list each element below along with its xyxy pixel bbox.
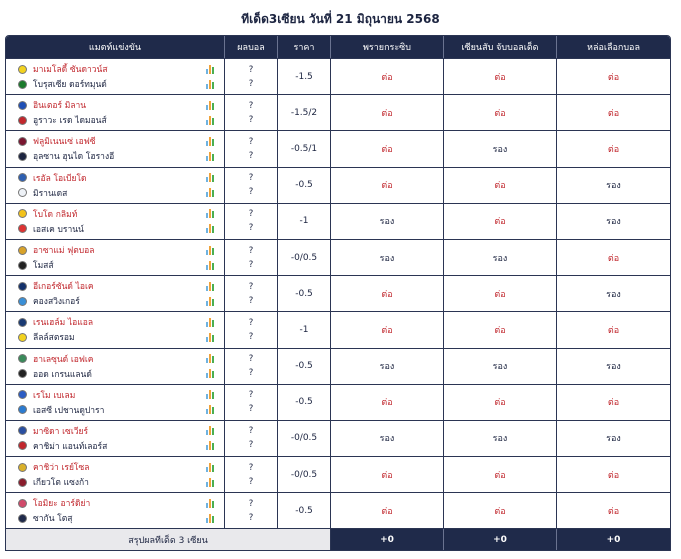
team-name: เอสซี เปชานดูปารา (33, 405, 105, 416)
team-name: มิรานเดส (33, 188, 68, 199)
team-logo-icon (18, 261, 27, 270)
away-score: ? (248, 223, 254, 234)
table-footer (6, 528, 670, 550)
table-row (6, 311, 670, 347)
home-team[interactable] (18, 423, 214, 438)
away-score: ? (248, 150, 254, 161)
table-row (6, 275, 670, 311)
page-title: ทีเด็ด3เซียน วันที่ 21 มิถุนายน 2568 (241, 12, 440, 26)
stats-chart-icon[interactable] (206, 246, 214, 255)
expert-3-pick: ต่อ (607, 144, 620, 155)
expert-1-pick: ต่อ (331, 457, 444, 492)
home-team[interactable] (18, 315, 214, 330)
team-name: อินเตอร์ มิลาน (33, 101, 87, 112)
team-logo-icon (18, 499, 27, 508)
price-cell: -1.5 (278, 59, 331, 94)
team-logo-icon (18, 441, 27, 450)
expert-3-pick: รอง (606, 181, 621, 192)
away-score: ? (248, 404, 254, 415)
team-logo-icon (18, 333, 27, 342)
home-team[interactable] (18, 460, 214, 475)
match-cell (6, 59, 225, 94)
team-name: เรนเฮล์ม ไอแอล (33, 318, 94, 329)
table-row (6, 167, 670, 203)
stats-chart-icon[interactable] (206, 116, 214, 125)
team-logo-icon (18, 297, 27, 306)
team-name: โบรุสเซีย ดอร์ทมุนด์ (33, 80, 107, 91)
stats-chart-icon[interactable] (206, 405, 214, 414)
header-expert-1: พรายกระซิบ (331, 36, 444, 58)
stats-chart-icon[interactable] (206, 282, 214, 291)
home-score: ? (248, 64, 254, 75)
table-row (6, 94, 670, 130)
stats-chart-icon[interactable] (206, 152, 214, 161)
home-score: ? (248, 100, 254, 111)
price-cell: -0.5 (278, 349, 331, 384)
expert-2-pick: รอง (444, 240, 557, 275)
home-score: ? (248, 498, 254, 509)
table-row (6, 239, 670, 275)
price-cell: -1 (278, 312, 331, 347)
stats-chart-icon[interactable] (206, 390, 214, 399)
stats-chart-icon[interactable] (206, 188, 214, 197)
expert-1-pick: ต่อ (331, 276, 444, 311)
match-cell (6, 493, 225, 528)
away-team[interactable] (18, 113, 214, 128)
price-cell: -0/0.5 (278, 240, 331, 275)
score-cell (225, 240, 278, 275)
stats-chart-icon[interactable] (206, 261, 214, 270)
away-team[interactable] (18, 221, 214, 236)
footer-total-expert-2: +0 (444, 529, 557, 550)
match-cell (6, 385, 225, 420)
stats-chart-icon[interactable] (206, 333, 214, 342)
stats-chart-icon[interactable] (206, 369, 214, 378)
team-logo-icon (18, 354, 27, 363)
expert-2-pick: ต่อ (444, 276, 557, 311)
team-name: มาซิดา เซเวียร์ (33, 426, 89, 437)
team-name: อุลซาน ฮุนได โฮรางอี (33, 152, 115, 163)
header-expert-2: เซียนสับ จับบอลเด็ด (444, 36, 557, 58)
price-cell: -1 (278, 204, 331, 239)
predictions-table (5, 35, 671, 551)
away-score: ? (248, 295, 254, 306)
team-logo-icon (18, 390, 27, 399)
match-cell (6, 131, 225, 166)
away-score: ? (248, 259, 254, 270)
expert-2-pick: รอง (444, 349, 557, 384)
table-row (6, 492, 670, 528)
away-team[interactable] (18, 294, 214, 309)
away-score: ? (248, 331, 254, 342)
score-cell (225, 168, 278, 203)
home-team[interactable] (18, 170, 214, 185)
team-name: อาซาแม่ ฟุตบอล (33, 246, 95, 257)
home-score: ? (248, 354, 254, 365)
match-cell (6, 168, 225, 203)
expert-2-pick: รอง (444, 131, 557, 166)
score-cell (225, 385, 278, 420)
away-score: ? (248, 187, 254, 198)
expert-1-pick: รอง (331, 204, 444, 239)
header-match: แมตท์แข่งขัน (6, 36, 225, 58)
team-logo-icon (18, 405, 27, 414)
home-team[interactable] (18, 98, 214, 113)
expert-1-pick: ต่อ (331, 493, 444, 528)
table-row (6, 203, 670, 239)
stats-chart-icon[interactable] (206, 441, 214, 450)
expert-1-pick: รอง (331, 240, 444, 275)
team-logo-icon (18, 224, 27, 233)
team-logo-icon (18, 369, 27, 378)
team-name: โบโด กลิมท์ (33, 209, 78, 220)
expert-3-pick: ต่อ (607, 506, 620, 517)
team-name: ฮาเลซุนด์ เอฟเค (33, 354, 94, 365)
team-name: ออด เกรนแลนด์ (33, 369, 92, 380)
expert-1-pick: ต่อ (331, 59, 444, 94)
team-logo-icon (18, 152, 27, 161)
stats-chart-icon[interactable] (206, 514, 214, 523)
stats-chart-icon[interactable] (206, 209, 214, 218)
away-score: ? (248, 78, 254, 89)
home-team[interactable] (18, 206, 214, 221)
score-cell (225, 204, 278, 239)
table-body (6, 58, 670, 528)
match-cell (6, 95, 225, 130)
price-cell: -0.5 (278, 385, 331, 420)
away-score: ? (248, 512, 254, 523)
stats-chart-icon[interactable] (206, 478, 214, 487)
expert-2-pick: ต่อ (444, 95, 557, 130)
header-result: ผลบอล (225, 36, 278, 58)
team-logo-icon (18, 101, 27, 110)
team-name: อูราวะ เรด ไดมอนส์ (33, 116, 107, 127)
home-team[interactable] (18, 387, 214, 402)
home-team[interactable] (18, 496, 214, 511)
team-name: อีเกอร์ซันด์ ไอเค (33, 282, 94, 293)
table-row (6, 456, 670, 492)
home-team[interactable] (18, 279, 214, 294)
away-team[interactable] (18, 149, 214, 164)
team-logo-icon (18, 514, 27, 523)
header-price: ราคา (278, 36, 331, 58)
stats-chart-icon[interactable] (206, 80, 214, 89)
home-score: ? (248, 462, 254, 473)
price-cell: -0.5 (278, 168, 331, 203)
stats-chart-icon[interactable] (206, 318, 214, 327)
match-cell (6, 312, 225, 347)
expert-3-pick: ต่อ (607, 398, 620, 409)
price-cell: -0/0.5 (278, 457, 331, 492)
away-score: ? (248, 476, 254, 487)
team-logo-icon (18, 188, 27, 197)
price-cell: -0/0.5 (278, 421, 331, 456)
team-name: เรอัล โอเบียโด (33, 173, 87, 184)
away-team[interactable] (18, 402, 214, 417)
stats-chart-icon[interactable] (206, 297, 214, 306)
stats-chart-icon[interactable] (206, 173, 214, 182)
score-cell (225, 131, 278, 166)
stats-chart-icon[interactable] (206, 426, 214, 435)
expert-2-pick: ต่อ (444, 457, 557, 492)
table-header (6, 36, 670, 58)
away-score: ? (248, 114, 254, 125)
price-cell: -0.5 (278, 493, 331, 528)
expert-3-pick: ต่อ (607, 470, 620, 481)
score-cell (225, 457, 278, 492)
home-team[interactable] (18, 351, 214, 366)
table-row (6, 58, 670, 94)
team-name: โมสส์ (33, 261, 54, 272)
team-logo-icon (18, 65, 27, 74)
expert-2-pick: ต่อ (444, 59, 557, 94)
match-cell (6, 349, 225, 384)
team-logo-icon (18, 209, 27, 218)
expert-2-pick: ต่อ (444, 385, 557, 420)
expert-3-pick: ต่อ (607, 325, 620, 336)
home-team[interactable] (18, 134, 214, 149)
team-logo-icon (18, 137, 27, 146)
expert-1-pick: ต่อ (331, 95, 444, 130)
home-score: ? (248, 281, 254, 292)
home-score: ? (248, 317, 254, 328)
expert-3-pick: รอง (606, 289, 621, 300)
expert-1-pick: รอง (331, 421, 444, 456)
stats-chart-icon[interactable] (206, 499, 214, 508)
score-cell (225, 312, 278, 347)
score-cell (225, 59, 278, 94)
team-logo-icon (18, 173, 27, 182)
expert-3-pick: รอง (606, 434, 621, 445)
expert-2-pick: ต่อ (444, 312, 557, 347)
expert-3-pick: ต่อ (607, 108, 620, 119)
away-team[interactable] (18, 475, 214, 490)
table-row (6, 348, 670, 384)
away-score: ? (248, 368, 254, 379)
team-logo-icon (18, 116, 27, 125)
away-team[interactable] (18, 258, 214, 273)
price-cell: -1.5/2 (278, 95, 331, 130)
match-cell (6, 240, 225, 275)
home-score: ? (248, 426, 254, 437)
score-cell (225, 421, 278, 456)
expert-1-pick: ต่อ (331, 131, 444, 166)
stats-chart-icon[interactable] (206, 463, 214, 472)
expert-2-pick: รอง (444, 421, 557, 456)
expert-3-pick: รอง (606, 362, 621, 373)
team-name: คาชิม่า แอนท์เลอร์ส (33, 441, 108, 452)
team-name: เรโม เบเลม (33, 390, 76, 401)
match-cell (6, 204, 225, 239)
expert-2-pick: ต่อ (444, 493, 557, 528)
expert-1-pick: รอง (331, 349, 444, 384)
score-cell (225, 493, 278, 528)
match-cell (6, 276, 225, 311)
team-name: ลีลล์สตรอม (33, 333, 75, 344)
table-row (6, 384, 670, 420)
away-team[interactable] (18, 366, 214, 381)
score-cell (225, 95, 278, 130)
away-score: ? (248, 440, 254, 451)
stats-chart-icon[interactable] (206, 224, 214, 233)
team-name: ฟลูมิเนนเซ่ เอฟซี (33, 137, 96, 148)
home-score: ? (248, 390, 254, 401)
team-name: มาเมโลดี้ ซันดาวน์ส (33, 65, 108, 76)
price-cell: -0.5/1 (278, 131, 331, 166)
footer-total-expert-1: +0 (331, 529, 444, 550)
header-expert-3: หล่อเลือกบอล (587, 43, 640, 53)
stats-chart-icon[interactable] (206, 101, 214, 110)
team-name: ซากัน โตสุ (33, 514, 73, 525)
away-team[interactable] (18, 511, 214, 526)
away-team[interactable] (18, 185, 214, 200)
footer-summary-label: สรุปผลทีเด็ด 3 เซียน (6, 529, 331, 550)
away-team[interactable] (18, 77, 214, 92)
score-cell (225, 349, 278, 384)
table-row (6, 130, 670, 166)
expert-2-pick: ต่อ (444, 168, 557, 203)
expert-3-pick: ต่อ (607, 72, 620, 83)
team-name: โอมิยะ อาร์ดิย่า (33, 499, 91, 510)
expert-1-pick: ต่อ (331, 168, 444, 203)
team-name: เอสเค บรานน์ (33, 224, 84, 235)
away-team[interactable] (18, 330, 214, 345)
team-logo-icon (18, 246, 27, 255)
team-logo-icon (18, 463, 27, 472)
home-score: ? (248, 209, 254, 220)
team-logo-icon (18, 282, 27, 291)
team-name: คาชิว่า เรย์โซล (33, 463, 90, 474)
expert-1-pick: ต่อ (331, 385, 444, 420)
team-logo-icon (18, 478, 27, 487)
team-logo-icon (18, 426, 27, 435)
home-score: ? (248, 173, 254, 184)
team-name: คองสวิงเกอร์ (33, 297, 80, 308)
team-logo-icon (18, 80, 27, 89)
stats-chart-icon[interactable] (206, 65, 214, 74)
expert-2-pick: ต่อ (444, 204, 557, 239)
table-row (6, 420, 670, 456)
home-score: ? (248, 245, 254, 256)
stats-chart-icon[interactable] (206, 354, 214, 363)
home-team[interactable] (18, 243, 214, 258)
expert-3-pick: รอง (606, 217, 621, 228)
match-cell (6, 421, 225, 456)
team-name: เกียวโต แซงก้า (33, 478, 89, 489)
home-team[interactable] (18, 62, 214, 77)
footer-total-expert-3: +0 (557, 529, 670, 550)
expert-1-pick: ต่อ (331, 312, 444, 347)
away-team[interactable] (18, 438, 214, 453)
score-cell (225, 276, 278, 311)
team-logo-icon (18, 318, 27, 327)
expert-3-pick: ต่อ (607, 253, 620, 264)
match-cell (6, 457, 225, 492)
home-score: ? (248, 136, 254, 147)
stats-chart-icon[interactable] (206, 137, 214, 146)
price-cell: -0.5 (278, 276, 331, 311)
